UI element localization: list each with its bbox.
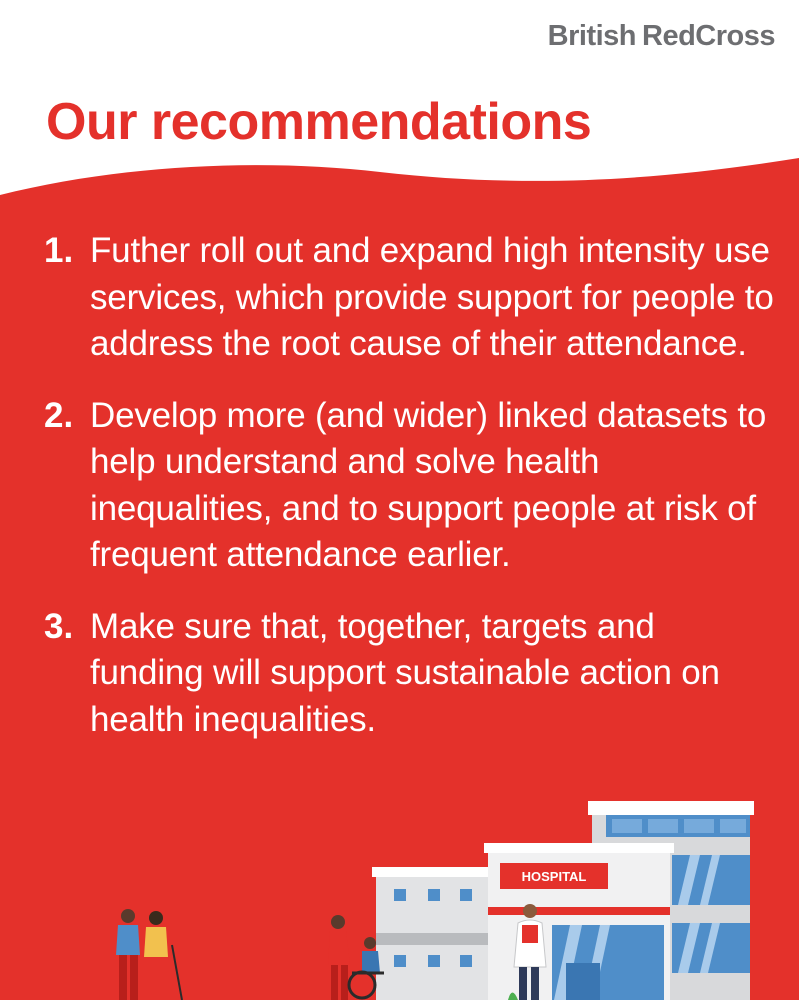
recommendation-number: 3. — [44, 606, 74, 646]
logo-text-part1: British — [547, 20, 636, 52]
recommendation-text: Develop more (and wider) linked datasets to help understand and solve health inequalities, and to support people at risk of frequent attendance earlier. — [90, 395, 767, 574]
hospital-left-wing — [372, 867, 492, 1000]
british-red-cross-logo — [548, 20, 775, 53]
hospital-sign-text: HOSPITAL — [521, 869, 587, 884]
hospital-illustration — [0, 795, 799, 1000]
recommendation-text: Make sure that, together, targets and funding will support sustainable action on health inequalities. — [90, 606, 720, 739]
recommendation-item — [44, 393, 774, 579]
page-title: Our recommendations — [46, 93, 592, 151]
recommendation-number: 1. — [44, 231, 74, 270]
wheelchair-figures — [328, 915, 384, 1000]
recommendation-item — [44, 228, 774, 368]
recommendation-item — [44, 604, 774, 744]
walking-couple-figures — [116, 909, 182, 1000]
recommendation-text: Futher roll out and expand high intensity use services, which provide support for people to address the root cause of their attendance. — [90, 231, 774, 363]
logo-text-part2: RedCross — [642, 20, 775, 52]
recommendations-list — [44, 228, 774, 768]
recommendation-number: 2. — [44, 395, 74, 435]
hospital-main-block — [484, 843, 674, 1000]
